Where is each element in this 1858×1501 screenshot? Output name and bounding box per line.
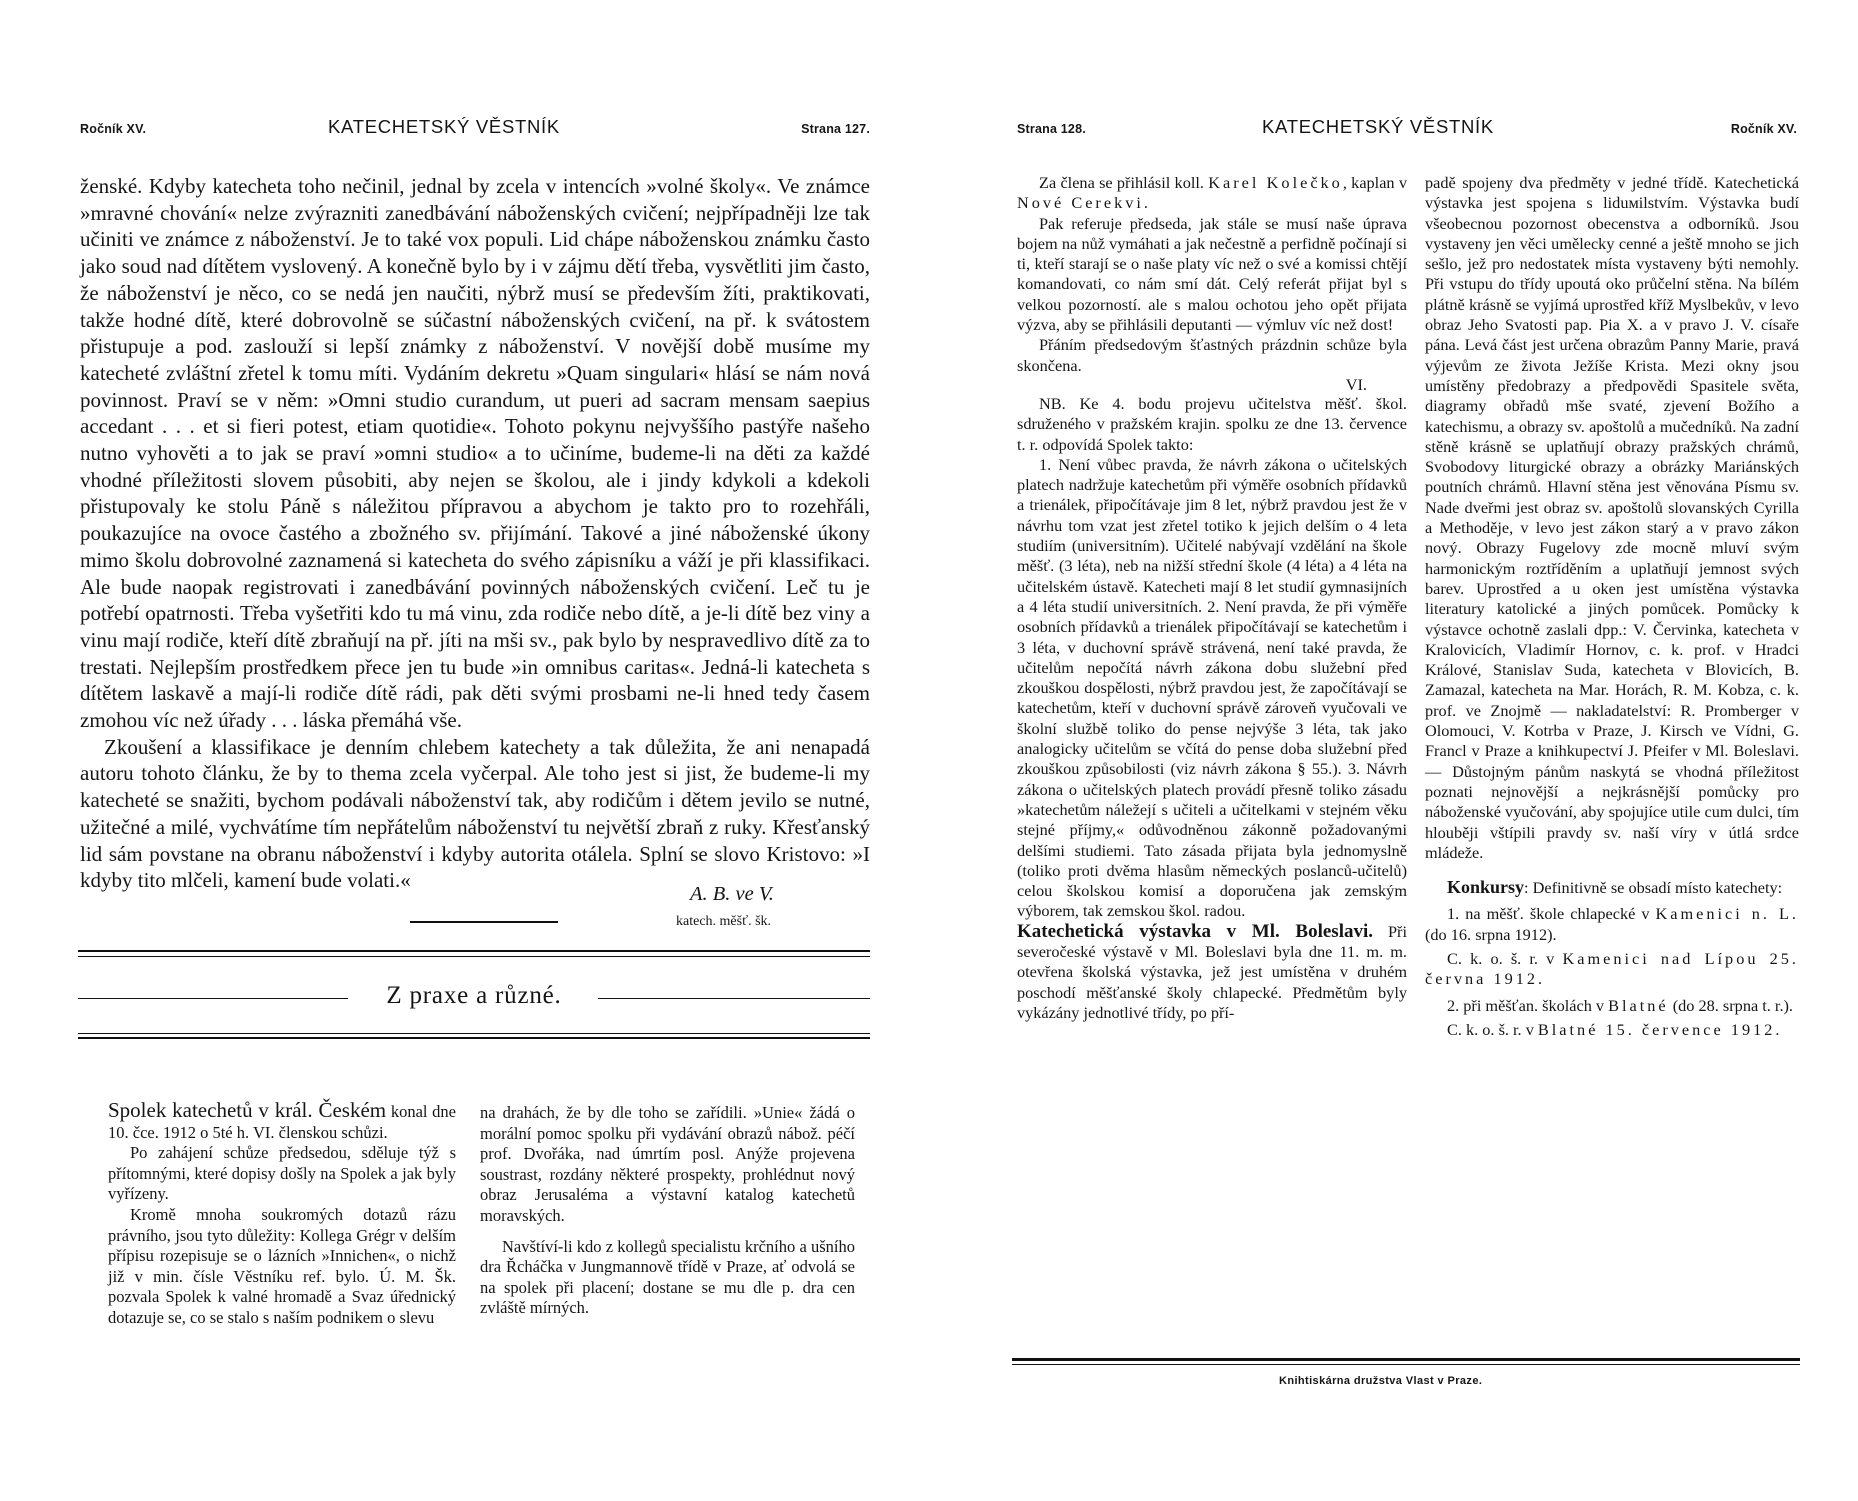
konkurs-item: 2. při měšťan. školách v Blatné (do 28. srpna t. r.). xyxy=(1447,995,1794,1015)
left-column-2 xyxy=(480,1103,855,1319)
volume-label: Ročník XV. xyxy=(80,122,147,136)
article-body xyxy=(80,173,870,894)
right-page xyxy=(929,0,1858,1501)
page-number: Strana 128. xyxy=(1017,122,1086,136)
konkursy-paragraph xyxy=(1425,877,1799,898)
right-column-2 xyxy=(1425,173,1799,1040)
exhibit-continuation: padě spojeny dva předměty v jedné třídě. Katechetická výstavka jest spojena s liduмilstvím. Výstavka budí všeobecnou pozornost obecenstva a odborníků. Jsou vystaveny jen věci umělecky cenné a ještě mnoho se jich sešlo, jež pro nedostatek místa vystaveny býti nemohly. Při vstupu do třídy upoutá oko průčelní stěna. Na bílém plátně krásně se vyjímá uprostřed kříž Myslbekův, v levo obraz Jeho Svatosti pap. Pia X. a v pravo J. V. císaře pána. Levá část jest určena obrazům Panny Marie, pravá výjevům ze života Ježíše Krista. Mezi okny jsou umístěny předobrazy a předpovědi Spasitele světa, diagramy obřadů mše svaté, zjevení Božího a katechismu, a obrazy sv. apoštolů a mučedníků. Na zadní stěně krásně se uplatňují obrazy pražských chrámů, Svobodovy liturgické obrazy a obrázky Mariánských poutních chrámů. Hlavní stěna jest věnována Písmu sv. Nade dveřmi jest obraz sv. apoštolů slovanských Cyrilla a Methoděje, v levo jest zákon starý a v pravo zákon nový. Obrazy Fugelovy zde mocně mluví svým harmonickým roztříděním a uplatňují jemnost svých barev. Uprostřed a u oken jest umístěna výstavka literatury katolické a jiných pomůcek. Pomůcky k výstavce ochotně zaslali dpp.: V. Červinka, katecheta v Kralovicích, Vladimír Hornov, c. k. prof. v Hradci Králové, Stanislav Suda, katecheta v Blovicích, B. Zamazal, katecheta na Mar. Horách, R. M. Kobza, c. k. prof. ve Znojmě — nakladatelství: R. Promberger v Olomouci, V. Kotrba v Praze, J. Kirsch ve Vídni, G. Francl v Praze a knihkupectví J. Pfeifer v Ml. Boleslavi. — Důstojným pánům naskytá se vhodná příležitost poznati nejnovější a nejkrásnější pomůcky pro náboženské vyučování, aby spojujíce utile cum dulci, tím hlouběji vštípili pravdy sv. naší víry v útlá srdce mládeže. xyxy=(1425,173,1799,862)
exhibit-paragraph xyxy=(1017,922,1407,1023)
member-text: . xyxy=(1143,193,1148,213)
article-paragraph: Zkoušení a klassifikace je denním chlebem katechety a tak důležita, že ani nenapadá autoru tohoto článku, že by to thema zcela vyčerpal. Ale toho jest si jist, že budeme-li my katecheté se snažiti, bychom podávali náboženství tak, aby rodičům i dětem jevilo se nutné, užitečné a milé, vychvátíme tím nepřátelům náboženství tu největší zbraň z ruky. Křesťanský lid sám povstane na obranu náboženství i kdyby autorita otálela. Splní se slovo Kristovo: »I kdyby tito mlčeli, kamení bude volati.« xyxy=(80,734,870,893)
report-paragraph: 1. Není vůbec pravda, že návrh zákona o učitelských platech nadržuje katechetům při výměře osobních přídavků a trienálek, připočítávaje jim 8 let, nýbrž pravdou jest že v návrhu tom vzat jest zřetel totiko k jejich delším o 4 leta studiím (universitním). Učitelé nabývají vzdělání na škole měšť. (3 léta), neb na nižší střední škole (4 léta) a 4 léta na učitelském ústavě. Katecheti mají 8 let studií gymnasijních a 4 léta studií universitních. 2. Není pravda, že při výměře osobních přídavků a trienálek připočítávají se katechetům i 3 léta, v duchovní správě strávená, není také pravda, že učitelům nepočítá návrh zákona dobu služební před zkouškou dospělosti, nýbrž pravdou jest, že započítávají se katechetům, kteří v duchovní správě zároveň vyučovali ve školní službě toliko do pense nejvýše 3 léta, tak jako analogicky učitelům se včítá do pense doba služební před zkouškou způsobilosti (viz návrh zákona § 55.). 3. Návrh zákona o učitelských platech provádí přesně toliko zásadu »katechetům náležejí s učiteli a učitelkami v stejném věku stejné příjmy,« odůvodněnou zákonně požadovanými delšími studiemi. Tato zásada přijata byla jednomyslně (toliko proti dvěma hlasům německých poslanců-učitelů) celou školskou komisí a doporučena jak zemským výborem, tak zemskou škol. radou. xyxy=(1017,454,1407,921)
section-title-band xyxy=(78,978,870,1018)
news-paragraph: Kromě mnoha soukromých dotazů rázu právního, jsou tyto důležity: Kollega Grégr v delším přípisu rozepisuje se o lázních »Innichen«, o nichž již v min. čísle Věstníku ref. bylo. Ú. M. Šk. pozvala Spolek k valné hromadě a Svaz úřednický dotazuje se, co se stalo s naším podnikem o slevu xyxy=(108,1204,456,1327)
news-paragraph: Navštíví-li kdo z kollegů specialistu krčního a ušního dra Řcháčka v Jungmannově třídě v Praze, ať odvolá se na spolek při placení; dostane se mu dle p. dra cen zvláště mírných. xyxy=(480,1236,855,1318)
section-title: Z praxe a různé. xyxy=(386,982,562,1009)
report-signature: VI. xyxy=(1345,374,1367,394)
page-number: Strana 127. xyxy=(801,122,870,136)
printer-imprint: Knihtiskárna družstva Vlast v Praze. xyxy=(1279,1375,1483,1387)
page-header xyxy=(80,116,870,146)
report-paragraph: Přáním předsedovým šťastných prázdnin schůze byla skončena. xyxy=(1017,335,1407,375)
footer-rule-thin xyxy=(1012,1364,1800,1365)
news-heading-main: Spolek katechetů v král. Českém xyxy=(108,1098,387,1122)
exhibit-heading: Katechetická výstavka v Ml. Boleslavi. xyxy=(1017,920,1374,942)
section-rule-bottom-thin xyxy=(78,1033,870,1034)
page-header xyxy=(1017,116,1797,146)
news-heading-rest: konal dne 10. čce. 1912 o 5té h. VI. členskou schůzi. xyxy=(108,1102,457,1142)
journal-title: KATECHETSKÝ VĚSTNÍK xyxy=(328,116,560,137)
konkurs-item: 1. na měšť. škole chlapecké v Kamenici n. L. (do 16. srpna 1912). xyxy=(1425,904,1799,944)
article-paragraph: ženské. Kdyby katecheta toho nečinil, jednal by zcela v intencích »volné školy«. Ve známce »mravné chování« nelze zvýrazniti zanedbávání náboženských cvičení; nejpřípadněji lze tak učiniti ve známce z náboženství. Je to také vox populi. Lid chápe náboženskou známku často jako soud nad dítětem vyslovený. A konečně bylo by i v zájmu dětí třeba, vysvětliti jim často, že náboženství je něco, co se nedá jen naučiti, nýbrž musí se především žíti, praktikovati, takže hodné dítě, které dobrovolně se súčastní náboženských cvičení, na př. k svátostem přistupuje a pod. zaslouží si lepší známky z náboženství. V novější době musíme my katecheté zvláštní zřetel k tomu míti. Vydáním dekretu »Quam singulari« hlásí se nám nová povinnost. Praví se v něm: »Omni studio curandum, ut pueri ad sacram mensam saepius accedant . . . et si fieri potest, etiam quotidie«. Tohoto pokynu nejvyššího pastýře našeho nutno vyhověti a to jak se praví »omni studio« a to učiníme, budeme-li na děti za každé vhodné příležitosti slovem působiti, aby nejen se školou, ale i jindy kdykoli a kdekoli přistupovaly ke stolu Páně s náležitou přípravou a abychom je takto pro to rozehřáli, poukazujíce na ovoce častého a zbožného sv. přijímání. Takové a jiné náboženské úkony mimo školu dobrovolné zaznamená si katecheta do svého zápisníku a váží je při klassifikaci. Ale bude naopak registrovati i zanedbávání povinných náboženských cvičení. Leč tu je potřebí opatrnosti. Třeba vyšetřiti kdo tu má vinu, zda rodiče nebo dítě, a je-li dítě bez viny a vinu mají rodiče, kteří dítě zbraňují na př. jíti na mši sv., pak bylo by nespravedlivo dítě za to trestati. Nejlepším prostředkem přece jen tu bude »in omnibus caritas«. Jedná-li katecheta s dítětem laskavě a mají-li rodiče dítě rádi, pak děti svými prosbami ne-li hned tedy časem zmohou víc než úřady . . . láska přemáhá vše. xyxy=(80,174,870,733)
section-rule-top-thin xyxy=(78,956,870,957)
signature-title: katech. měšť. šk. xyxy=(676,914,772,929)
journal-title: KATECHETSKÝ VĚSTNÍK xyxy=(1262,116,1494,137)
section-rule-top xyxy=(78,950,870,952)
signature-rule xyxy=(410,921,558,923)
footer-rule xyxy=(1012,1358,1800,1361)
news-paragraph: Po zahájení schůze předsedou, sděluje týž s přítomnými, které dopisy došly na Spolek a jak byly vyřízeny. xyxy=(108,1143,456,1204)
right-column-1 xyxy=(1017,173,1407,1023)
article-signature: A. B. ve V. xyxy=(690,883,774,905)
report-paragraph: NB. Ke 4. bodu projevu učitelstva měšť. škol. sdruženého v pražském krajin. spolku ze dne 13. července t. r. odpovídá Spolek takto: xyxy=(1017,393,1407,454)
news-item-heading xyxy=(108,1100,456,1143)
left-column-1 xyxy=(108,1100,456,1329)
section-rule-bottom xyxy=(78,1037,870,1039)
member-name: Karel Kolečko xyxy=(1208,173,1343,192)
konkurs-item: C. k. o. š. r. v Blatné 15. července 1912. xyxy=(1447,1019,1780,1039)
member-text: Za člena se přihlásil koll. xyxy=(1039,173,1209,192)
konkursy-intro: : Definitivně se obsadí místo katechety: xyxy=(1524,878,1783,898)
member-text: , kaplan v xyxy=(1342,173,1407,192)
member-paragraph xyxy=(1017,173,1407,214)
report-paragraph: Pak referuje předseda, jak stále se musí naše úprava bojem na nůž vymáhati a jak nečestně a perfidně počínají si ti, kteří starají se o naše platy víc než o své a komissi chtějí komandovati, co nám smí dát. Celý referát přijat byl s velkou pozorností. ale s malou ochotou jeho opět přijata výzva, aby se přihlásili deputanti — výmluv víc než dost! xyxy=(1017,213,1407,335)
volume-label: Ročník XV. xyxy=(1730,122,1797,136)
member-place: Nové Cerekvi xyxy=(1017,193,1144,213)
news-paragraph: na drahách, že by dle toho se zařídili. »Unie« žádá o morální pomoc spolku při vydávání obrazů nábož. péčí prof. Dvořáka, nad úmrtím posl. Anýže projevena soustrast, rozdány některé prospekty, prohlédnut nový obraz Jerusaléma a výstavní katalog katechetů moravských. xyxy=(480,1103,855,1225)
exhibit-text: Při severočeské výstavě v Ml. Boleslavi byla dne 11. m. m. otevřena školská výstavka, jež jest umístěna v druhém poschodí měšťanské školy chlapecké. Předmětům byly vykázány jednotlivé třídy, po pří- xyxy=(1017,921,1407,1022)
konkursy-heading: Konkursy xyxy=(1447,877,1525,898)
konkurs-item: C. k. o. š. r. v Kamenici nad Lípou 25. června 1912. xyxy=(1425,948,1799,989)
